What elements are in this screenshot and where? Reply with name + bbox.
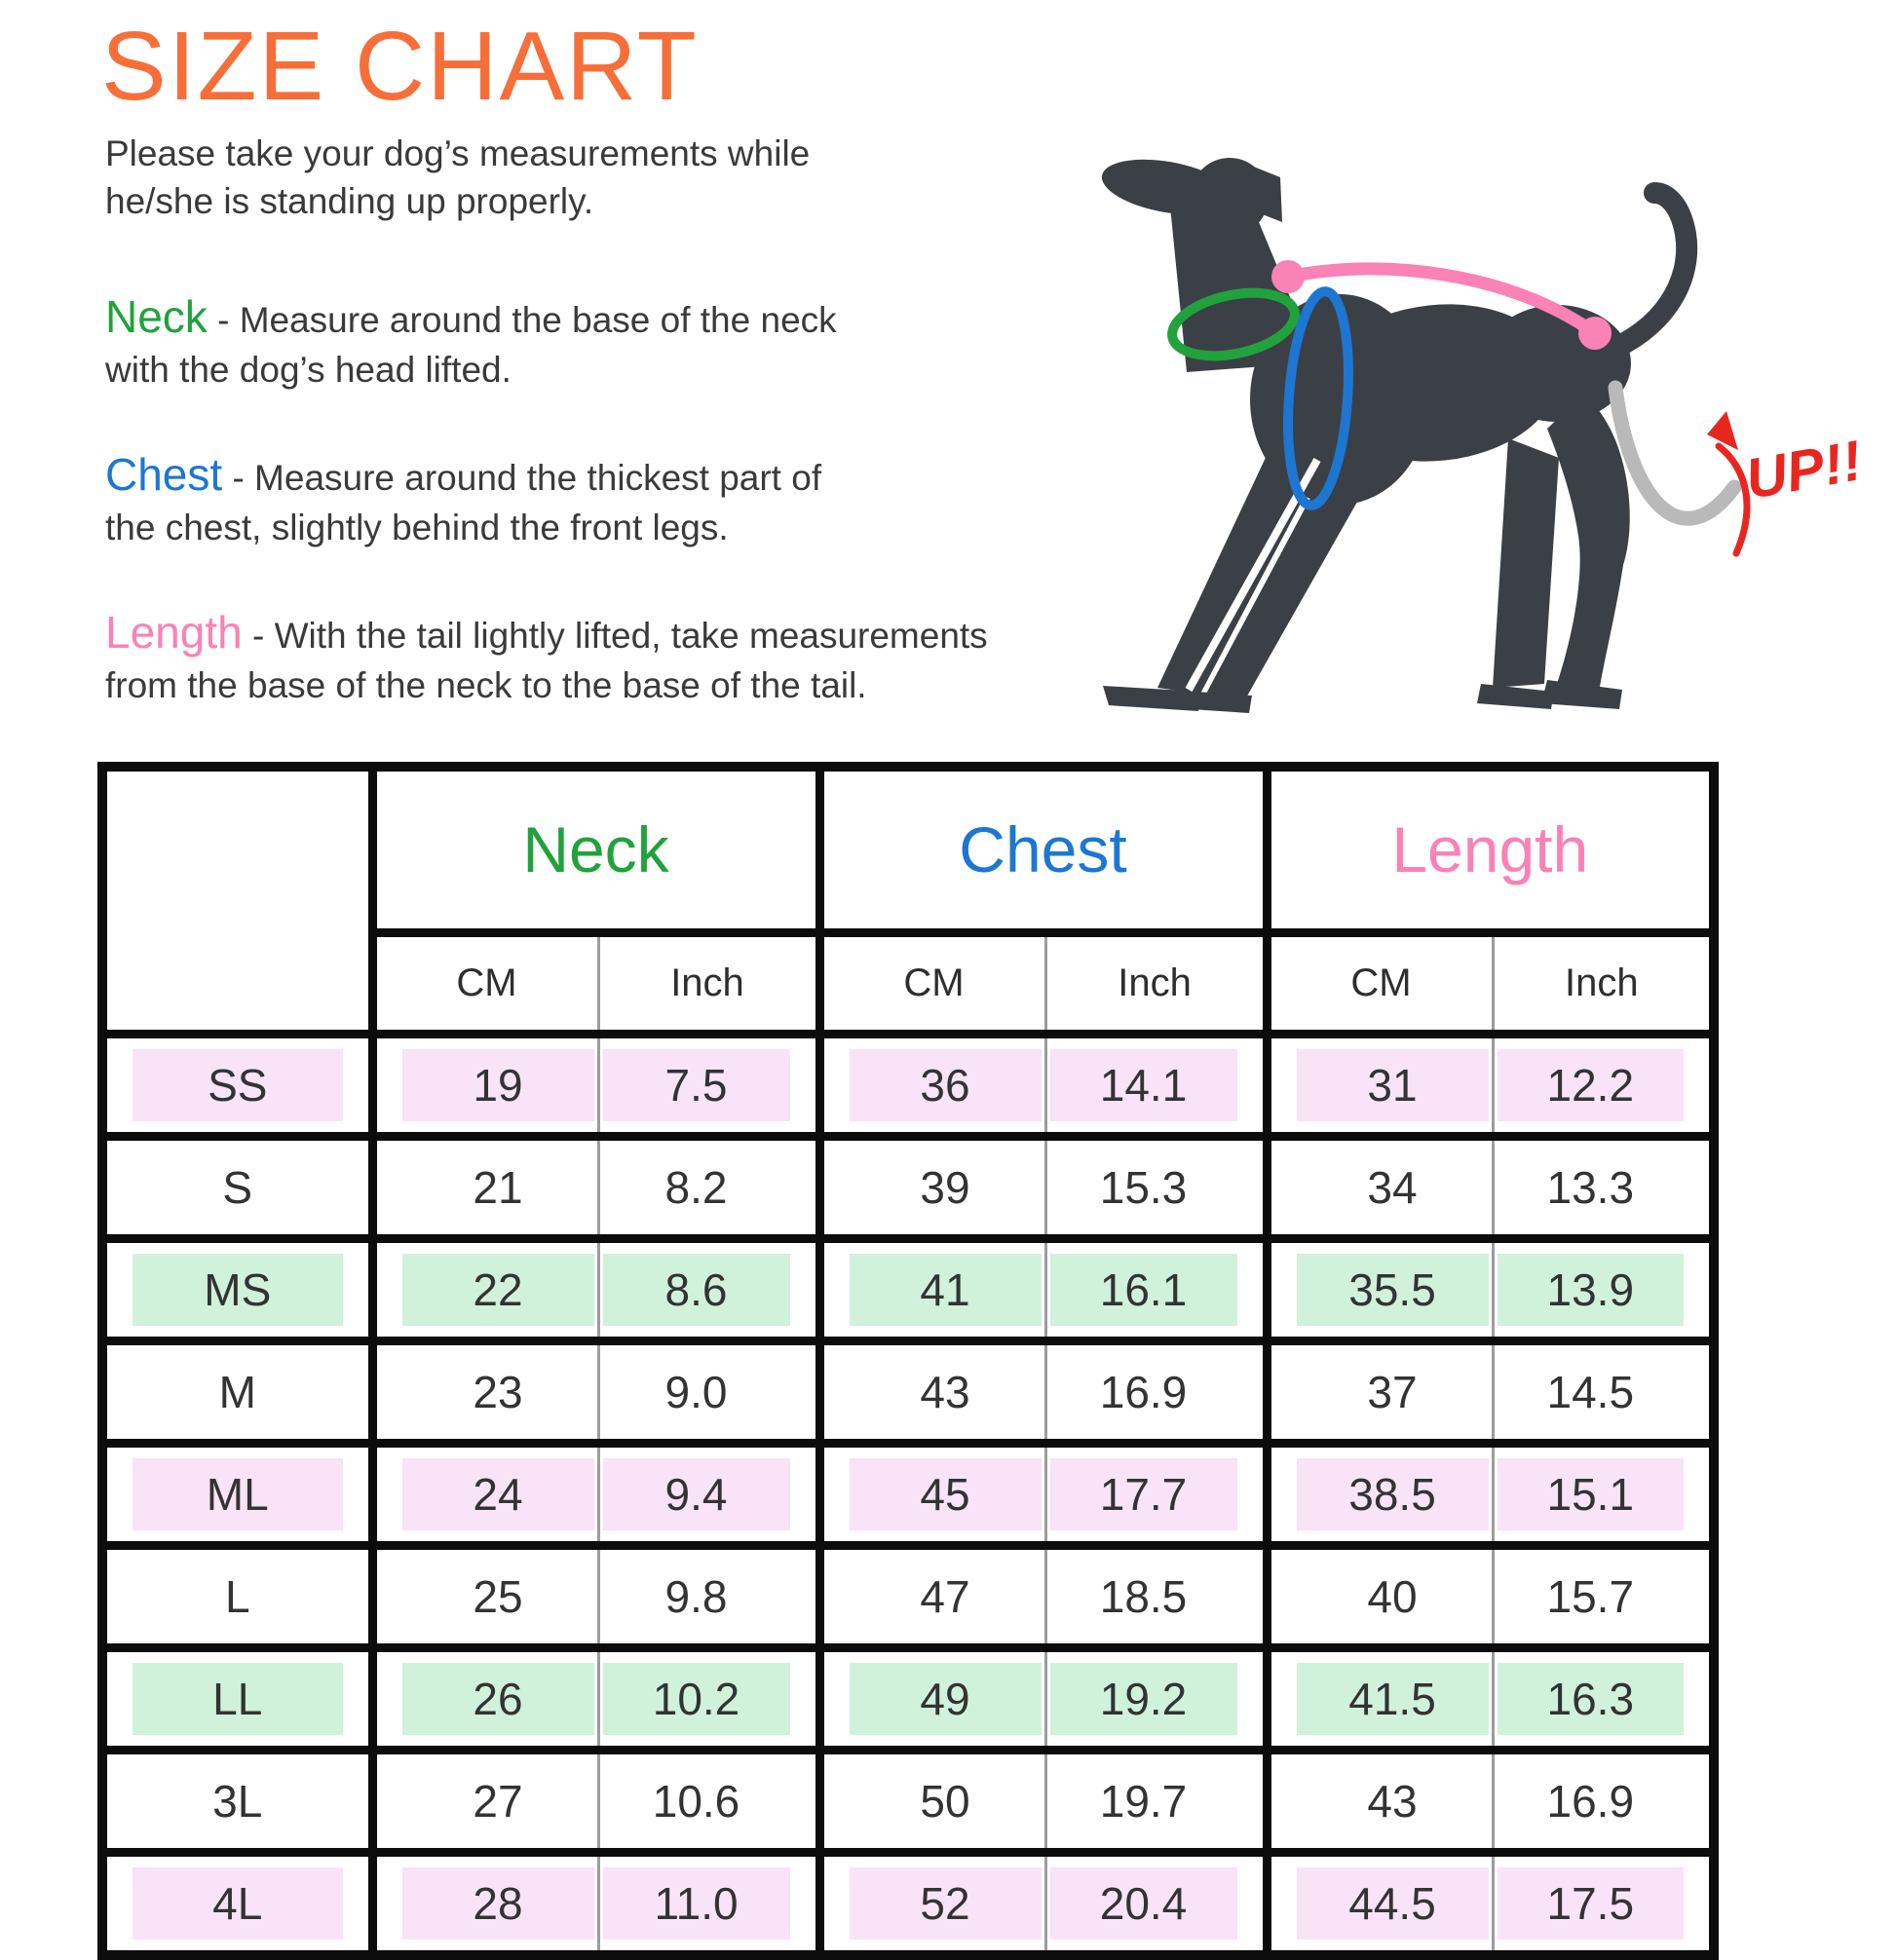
neck-cm-header: CM <box>372 932 598 1034</box>
neck-cm-value: 25 <box>473 1570 523 1622</box>
length-end-dot <box>1578 317 1612 350</box>
neck-definition-line1: - Measure around the base of the neck <box>217 300 837 340</box>
size-label: SS <box>133 1049 343 1121</box>
length-column-header: Length <box>1267 767 1714 932</box>
length-cm-value: 38.5 <box>1297 1458 1489 1530</box>
chest-cm-value: 41 <box>850 1254 1042 1326</box>
neck-cm-value: 27 <box>473 1775 523 1827</box>
table-row <box>102 1340 1714 1443</box>
definition-length <box>105 604 988 709</box>
intro-line-1: Please take your dog’s measurements while <box>105 133 811 173</box>
table-row <box>102 1852 1714 1955</box>
chest-cm-value: 45 <box>850 1458 1042 1530</box>
length-cm-value: 37 <box>1367 1366 1418 1417</box>
length-cm-header: CM <box>1267 932 1493 1034</box>
definition-chest <box>105 446 821 551</box>
chest-inch-value: 18.5 <box>1099 1570 1188 1622</box>
neck-cm-value: 28 <box>402 1867 594 1940</box>
length-definition-line1: - With the tail lightly lifted, take measurements <box>251 616 988 656</box>
lowered-tail-curve <box>1615 388 1734 518</box>
page-title: SIZE CHART <box>101 12 699 121</box>
length-definition-line2: from the base of the neck to the base of the tail. <box>105 664 867 705</box>
length-inch-value: 17.5 <box>1498 1867 1685 1940</box>
chest-inch-value: 16.1 <box>1050 1254 1237 1326</box>
chest-term-label: Chest <box>105 449 223 500</box>
size-label: S <box>222 1161 253 1213</box>
table-group-header-row <box>102 767 1714 932</box>
chest-inch-value: 19.7 <box>1099 1775 1188 1827</box>
size-label: MS <box>133 1254 343 1326</box>
intro-line-2: he/she is standing up properly. <box>105 180 594 221</box>
corner-cell <box>102 767 372 1034</box>
size-label: 4L <box>133 1867 343 1940</box>
neck-cm-value: 23 <box>473 1366 523 1417</box>
length-cm-value: 31 <box>1297 1049 1489 1121</box>
size-chart-table <box>97 762 1719 1960</box>
length-cm-value: 35.5 <box>1297 1254 1489 1326</box>
intro-text <box>105 131 810 226</box>
length-inch-value: 12.2 <box>1498 1049 1685 1121</box>
chest-cm-value: 52 <box>850 1867 1042 1940</box>
chest-inch-value: 20.4 <box>1050 1867 1237 1940</box>
chest-inch-value: 14.1 <box>1050 1049 1237 1121</box>
size-label: LL <box>133 1663 343 1735</box>
chest-inch-value: 15.3 <box>1099 1161 1188 1213</box>
table-row <box>102 1647 1714 1750</box>
neck-inch-value: 8.6 <box>603 1254 790 1326</box>
neck-term-label: Neck <box>105 291 208 342</box>
neck-inch-value: 10.2 <box>603 1663 790 1735</box>
neck-cm-value: 26 <box>402 1663 594 1735</box>
length-inch-value: 15.7 <box>1546 1570 1635 1622</box>
length-cm-value: 34 <box>1367 1161 1418 1213</box>
chest-inch-value: 16.9 <box>1099 1366 1188 1417</box>
chest-definition-line1: - Measure around the thickest part of <box>232 458 822 498</box>
table-row <box>102 1136 1714 1238</box>
neck-definition-line2: with the dog’s head lifted. <box>105 349 512 390</box>
table-row <box>102 1443 1714 1545</box>
chest-column-header: Chest <box>819 767 1267 932</box>
neck-inch-value: 10.6 <box>652 1775 740 1827</box>
neck-inch-value: 7.5 <box>603 1049 790 1121</box>
chest-inch-value: 19.2 <box>1050 1663 1237 1735</box>
table-row <box>102 1034 1714 1136</box>
neck-cm-value: 19 <box>402 1049 594 1121</box>
table-row <box>102 1545 1714 1647</box>
neck-column-header: Neck <box>372 767 819 932</box>
chest-cm-value: 39 <box>920 1161 970 1213</box>
length-inch-value: 16.9 <box>1546 1775 1635 1827</box>
neck-inch-value: 9.8 <box>664 1570 728 1622</box>
chest-cm-value: 47 <box>920 1570 970 1622</box>
neck-cm-value: 21 <box>473 1161 523 1213</box>
tail-up-arrowhead <box>1707 411 1738 450</box>
neck-inch-value: 9.0 <box>664 1366 728 1417</box>
length-inch-value: 16.3 <box>1498 1663 1685 1735</box>
length-cm-value: 43 <box>1367 1775 1418 1827</box>
dog-measurement-diagram <box>1052 107 1896 740</box>
neck-inch-value: 11.0 <box>603 1867 790 1940</box>
size-label: L <box>224 1570 250 1622</box>
neck-inch-value: 9.4 <box>603 1458 790 1530</box>
chest-definition-line2: the chest, slightly behind the front legs. <box>105 507 729 547</box>
size-label: ML <box>133 1458 343 1530</box>
chest-cm-value: 43 <box>920 1366 970 1417</box>
dog-silhouette <box>1098 151 1687 713</box>
length-cm-value: 40 <box>1367 1570 1418 1622</box>
table-row <box>102 1238 1714 1340</box>
length-start-dot <box>1271 260 1305 293</box>
neck-inch-value: 8.2 <box>664 1161 728 1213</box>
chest-cm-value: 49 <box>850 1663 1042 1735</box>
chest-inch-value: 17.7 <box>1050 1458 1237 1530</box>
size-label: 3L <box>212 1775 263 1827</box>
table-row <box>102 1750 1714 1852</box>
length-cm-value: 44.5 <box>1297 1867 1489 1940</box>
neck-cm-value: 24 <box>402 1458 594 1530</box>
size-label: M <box>218 1366 256 1417</box>
length-cm-value: 41.5 <box>1297 1663 1489 1735</box>
length-inch-value: 14.5 <box>1546 1366 1635 1417</box>
chest-inch-header: Inch <box>1045 932 1267 1034</box>
length-inch-value: 13.3 <box>1546 1161 1635 1213</box>
chest-cm-value: 36 <box>850 1049 1042 1121</box>
definition-neck <box>105 288 837 394</box>
chest-cm-value: 50 <box>920 1775 970 1827</box>
length-inch-value: 13.9 <box>1498 1254 1685 1326</box>
length-inch-header: Inch <box>1493 932 1714 1034</box>
neck-inch-header: Inch <box>598 932 819 1034</box>
length-term-label: Length <box>105 607 243 658</box>
length-inch-value: 15.1 <box>1498 1458 1685 1530</box>
up-annotation: UP!! <box>1740 429 1867 511</box>
chest-cm-header: CM <box>819 932 1045 1034</box>
neck-cm-value: 22 <box>402 1254 594 1326</box>
